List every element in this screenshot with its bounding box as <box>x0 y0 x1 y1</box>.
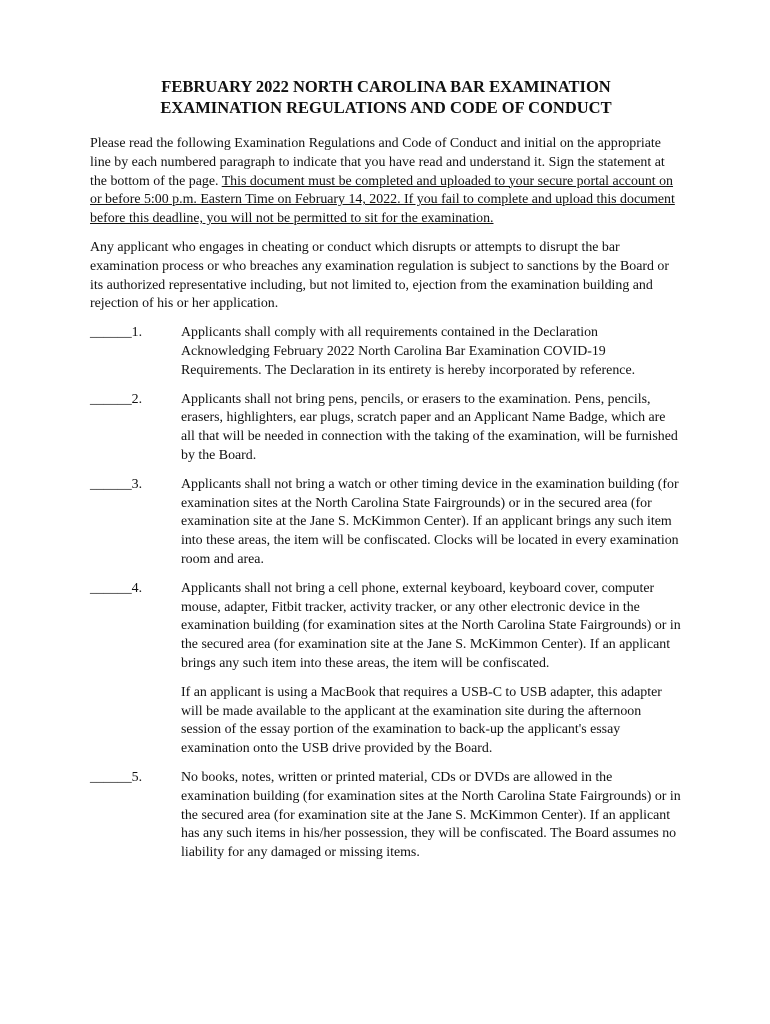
regulation-item-2 <box>90 391 682 466</box>
regulation-item-3 <box>90 476 682 570</box>
initial-line-2: ______2. <box>90 391 143 407</box>
regulation-item-1 <box>90 324 682 380</box>
initial-line-4: ______4. <box>90 580 143 596</box>
regulation-text-2 <box>181 391 682 466</box>
title-line-1: FEBRUARY 2022 NORTH CAROLINA BAR EXAMINATION <box>161 77 611 96</box>
regulation-text-4 <box>181 580 682 759</box>
regulation-paragraph: Applicants shall not bring pens, pencils, or erasers to the examination. Pens, pencils, erasers, highlighters, ear plugs, scratch paper and an Applicant Name Badge, which are all that will be needed in connection with the taking of the examination, will be furnished by the Board. <box>181 391 678 463</box>
regulation-paragraph: Applicants shall not bring a watch or other timing device in the examination building (for examination sites at the North Carolina State Fairgrounds) or in the secured area (for examination site at the Jane S. McKimmon Center). If an applicant brings any such item into these areas, the item will be confiscated. Clocks will be located in every examination room and area. <box>181 476 679 567</box>
regulation-text-1 <box>181 324 682 380</box>
regulation-text-3 <box>181 476 682 570</box>
regulation-paragraph: If an applicant is using a MacBook that requires a USB-C to USB adapter, this adapter will be made available to the applicant at the examination site during the afternoon session of the essay portion of the examination to back-up the applicant's essay examination onto the USB drive provided by the Board. <box>181 684 662 757</box>
page-title <box>90 76 682 118</box>
initial-line-1: ______1. <box>90 325 143 341</box>
regulation-paragraph: Applicants shall not bring a cell phone, external keyboard, keyboard cover, computer mouse, adapter, Fitbit tracker, activity tracker, or any other electronic device in the examination building (for examination sites at the North Carolina State Fairgrounds) or in the secured area (for examination site at the Jane S. McKimmon Center). If an applicant brings any such item into these areas, the item will be confiscated. <box>181 580 681 671</box>
regulation-paragraph: No books, notes, written or printed material, CDs or DVDs are allowed in the examination building (for examination sites at the North Carolina State Fairgrounds) or in the secured area (for examination site at the Jane S. McKimmon Center). If an applicant has any such items in his/her possession, they will be confiscated. The Board assumes no liability for any damaged or missing items. <box>181 769 681 861</box>
initial-line-5: ______5. <box>90 769 143 785</box>
initial-line-3: ______3. <box>90 476 143 492</box>
regulation-item-4 <box>90 580 682 759</box>
regulation-item-5 <box>90 769 682 863</box>
sanctions-paragraph: Any applicant who engages in cheating or conduct which disrupts or attempts to disrupt the bar examination process or who breaches any examination regulation is subject to sanctions by the Board or its authorized representative including, but not limited to, ejection from the examination building and rejection of his or her application. <box>90 239 670 312</box>
intro-paragraph <box>90 135 682 229</box>
intro-text: Please read the following Examination Regulations and Code of Conduct and initial on the appropriate line by each numbered paragraph to indicate that you have read and understand it. Sign the statement at the bottom of the page. <box>90 136 665 189</box>
regulation-text-5 <box>181 769 682 863</box>
deadline-notice: This document must be completed and uploaded to your secure portal account on or before 5:00 p.m. Eastern Time on February 14, 2022. If you fail to complete and upload this document before this deadline, you will not be permitted to sit for the examination. <box>90 173 675 227</box>
regulation-paragraph: Applicants shall comply with all requirements contained in the Declaration Acknowledging February 2022 North Carolina Bar Examination COVID-19 Requirements. The Declaration in its entirety is hereby incorporated by reference. <box>181 325 636 378</box>
title-line-2: EXAMINATION REGULATIONS AND CODE OF CONDUCT <box>160 98 612 117</box>
